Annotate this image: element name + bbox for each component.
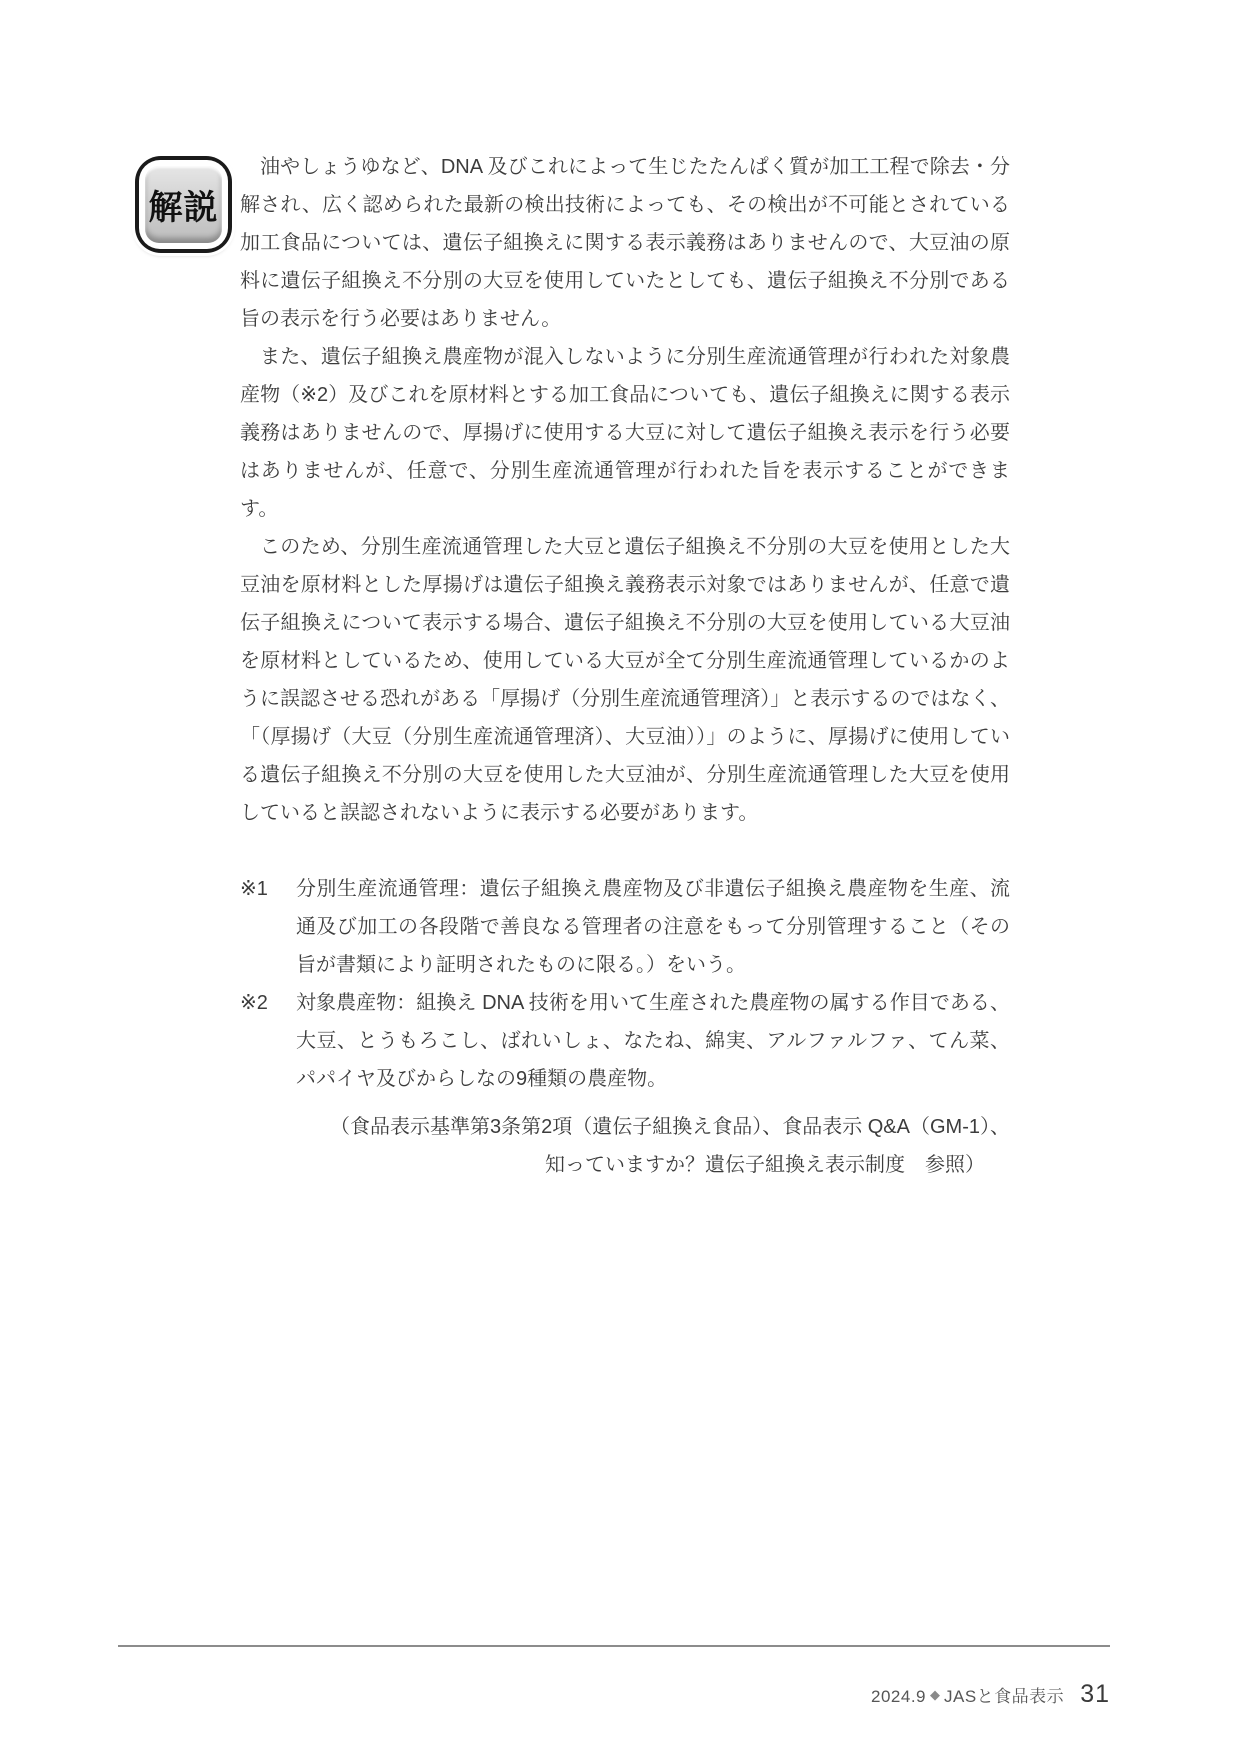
- page-footer: [871, 1680, 1110, 1709]
- kaisetsu-badge-ring: [139, 160, 228, 249]
- body-paragraph-2: また、遺伝子組換え農産物が混入しないように分別生産流通管理が行われた対象農産物（※2）及びこれを原材料とする加工食品についても、遺伝子組換えに関する表示義務はありませんので、厚揚げに使用する大豆に対して遺伝子組換え表示を行う必要はありませんが、任意で、分別生産流通管理が行われた旨を表示することができます。: [240, 346, 1010, 520]
- kaisetsu-badge: [135, 156, 232, 253]
- body-paragraph-3: このため、分別生産流通管理した大豆と遺伝子組換え不分別の大豆を使用とした大豆油を原材料とした厚揚げは遺伝子組換え義務表示対象ではありませんが、任意で遺伝子組換えについて表示する場合、遺伝子組換え不分別の大豆を使用している大豆油を原材料としているため、使用している大豆が全て分別生産流通管理しているかのように誤認させる恐れがある「厚揚げ（分別生産流通管理済）」と表示するのではなく、「（厚揚げ（大豆（分別生産流通管理済）、大豆油））」のように、厚揚げに使用している遺伝子組換え不分別の大豆を使用した大豆油が、分別生産流通管理した大豆を使用していると誤認されないように表示する必要があります。: [240, 536, 1010, 824]
- footnote-1: [240, 870, 1010, 984]
- citation-line: （食品表示基準第3条第2項（遺伝子組換え食品）、食品表示 Q&A（GM-1）、: [329, 1116, 1010, 1138]
- footer-rule: [118, 1645, 1110, 1647]
- footnote-2: [240, 984, 1010, 1098]
- footnote-marker: ※2: [240, 992, 268, 1014]
- reference-citation: [240, 1108, 1010, 1184]
- footer-page-number: 31: [1080, 1680, 1110, 1708]
- body-paragraph-1: 油やしょうゆなど、DNA 及びこれによって生じたたんぱく質が加工工程で除去・分解され、広く認められた最新の検出技術によっても、その検出が不可能とされている加工食品については、遺伝子組換えに関する表示義務はありませんので、大豆油の原料に遺伝子組換え不分別の大豆を使用していたとしても、遺伝子組換え不分別である旨の表示を行う必要はありません。: [240, 156, 1010, 330]
- footnote-text: 対象農産物：組換え DNA 技術を用いて生産された農産物の属する作目である、大豆、とうもろこし、ばれいしょ、なたね、綿実、アルファルファ、てん菜、パパイヤ及びからしなの9種類の農産物。: [296, 992, 1010, 1090]
- footnotes: [240, 870, 1010, 1098]
- diamond-icon: ◆: [930, 1686, 940, 1702]
- footnote-text: 分別生産流通管理：遺伝子組換え農産物及び非遺伝子組換え農産物を生産、流通及び加工の各段階で善良なる管理者の注意をもって分別管理すること（その旨が書類により証明されたものに限る。）をいう。: [296, 878, 1010, 976]
- footer-publication-title: JASと食品表示: [944, 1687, 1065, 1706]
- main-text-column: [240, 148, 1010, 1184]
- footnote-marker: ※1: [240, 878, 268, 900]
- footer-issue-date: 2024.9: [871, 1687, 926, 1706]
- citation-line: 知っていますか？遺伝子組換え表示制度 参照）: [545, 1154, 985, 1176]
- kaisetsu-badge-label: 解説: [145, 166, 222, 243]
